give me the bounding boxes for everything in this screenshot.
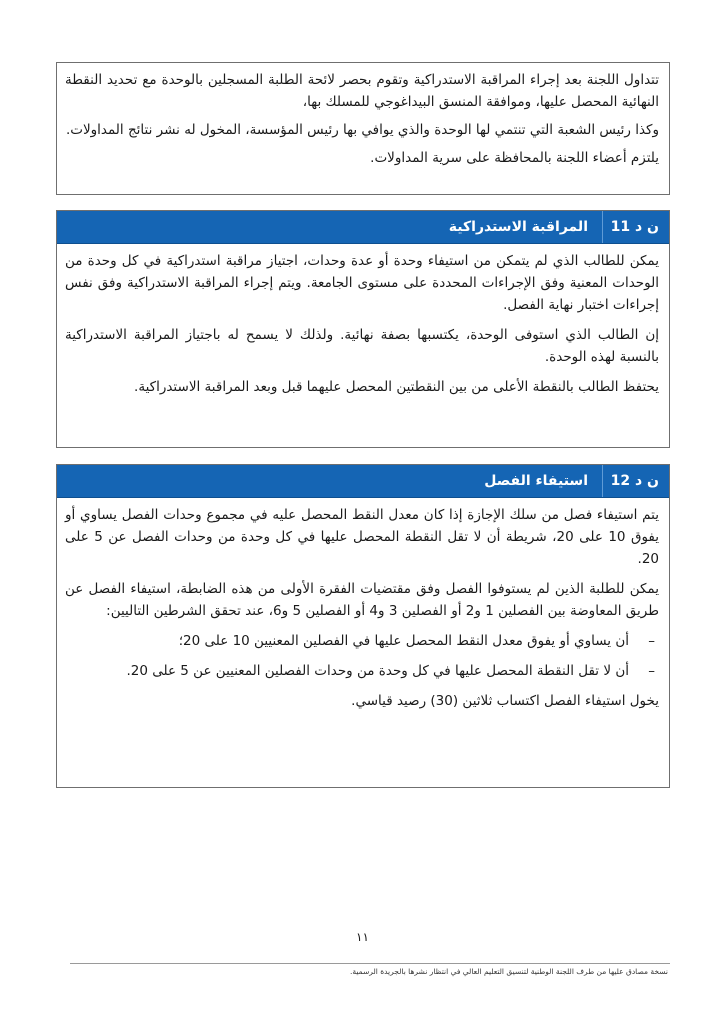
header-divider: [602, 465, 603, 497]
condition-text: أن لا تقل النقطة المحصل عليها في كل وحدة من وحدات الفصلين المعنيين عن 5 على 20.: [126, 663, 629, 679]
conditions-list: [65, 630, 659, 682]
section-11-paragraph-2: إن الطالب الذي استوفى الوحدة، يكتسبها بصفة نهائية. ولذلك لا يسمح له باجتياز المراقبة الاستدراكية بالنسبة لهذه الوحدة.: [65, 327, 659, 365]
section-12-paragraph-2: يمكن للطلبة الذين لم يستوفوا الفصل وفق مقتضيات الفقرة الأولى من هذه الضابطة، استيفاء الفصل عن طريق المعاوضة بين الفصلين 1 و2 أو الفصلين 3 و4 أو الفصلين 5 و6، عند تحقق الشرطين التاليين:: [65, 581, 659, 619]
section-12-header: [57, 465, 669, 498]
intro-paragraph-3: يلتزم أعضاء اللجنة بالمحافظة على سرية المداولات.: [370, 150, 659, 166]
section-12-body: [57, 498, 669, 724]
intro-paragraph-1: تتداول اللجنة بعد إجراء المراقبة الاستدراكية وتقوم بحصر لائحة الطلبة المسجلين بالوحدة مع تحديد النقطة النهائية المحصل عليها، وموافقة المنسق البيداغوجي للمسلك بها،: [65, 72, 659, 110]
header-divider: [602, 211, 603, 243]
footer-divider: [70, 963, 670, 964]
condition-item: [65, 660, 659, 682]
footer-note: نسخة مصادق عليها من طرف اللجنة الوطنية لتنسيق التعليم العالي في انتظار نشرها بالجريدة الرسمية.: [350, 967, 668, 976]
page-number: ١١: [356, 930, 369, 944]
section-11-paragraph-1: يمكن للطالب الذي لم يتمكن من استيفاء وحدة أو عدة وحدات، اجتياز مراقبة استدراكية في كل وحدة من الوحدات المعنية وفق الإجراءات المحددة على مستوى الجامعة. ويتم إجراء المراقبة الاستدراكية وفق نفس إجراءات اختبار نهاية الفصل.: [65, 253, 659, 313]
dash-bullet: –: [648, 633, 655, 649]
condition-item: [65, 630, 659, 652]
intro-box: [56, 62, 670, 195]
section-12-box: [56, 464, 670, 788]
section-12-code: ن د 12: [610, 473, 659, 489]
section-12-paragraph-3: يخول استيفاء الفصل اكتساب ثلاثين (30) رصيد قياسي.: [351, 693, 659, 709]
section-11-paragraph-3: يحتفظ الطالب بالنقطة الأعلى من بين النقطتين المحصل عليهما قبل وبعد المراقبة الاستدراكية.: [134, 379, 659, 395]
section-11-header: [57, 211, 669, 244]
intro-paragraph-2: وكذا رئيس الشعبة التي تنتمي لها الوحدة والذي يوافي بها رئيس المؤسسة، المخول له نشر نتائج المداولات.: [65, 122, 659, 138]
condition-text: أن يساوي أو يفوق معدل النقط المحصل عليها في الفصلين المعنيين 10 على 20؛: [178, 633, 629, 649]
section-11-title: المراقبة الاستدراكية: [448, 219, 588, 235]
section-12-title: استيفاء الفصل: [484, 473, 588, 489]
section-11-box: [56, 210, 670, 448]
section-12-paragraph-1: يتم استيفاء فصل من سلك الإجازة إذا كان معدل النقط المحصل عليه في مجموع وحدات الفصل يساوي أو يفوق 10 على 20، شريطة أن لا تقل النقطة المحصل عليها في كل وحدة من وحدات الفصل عن 5 على 20.: [65, 507, 660, 567]
section-11-code: ن د 11: [610, 219, 659, 235]
section-11-body: [57, 244, 669, 410]
dash-bullet: –: [648, 663, 655, 679]
